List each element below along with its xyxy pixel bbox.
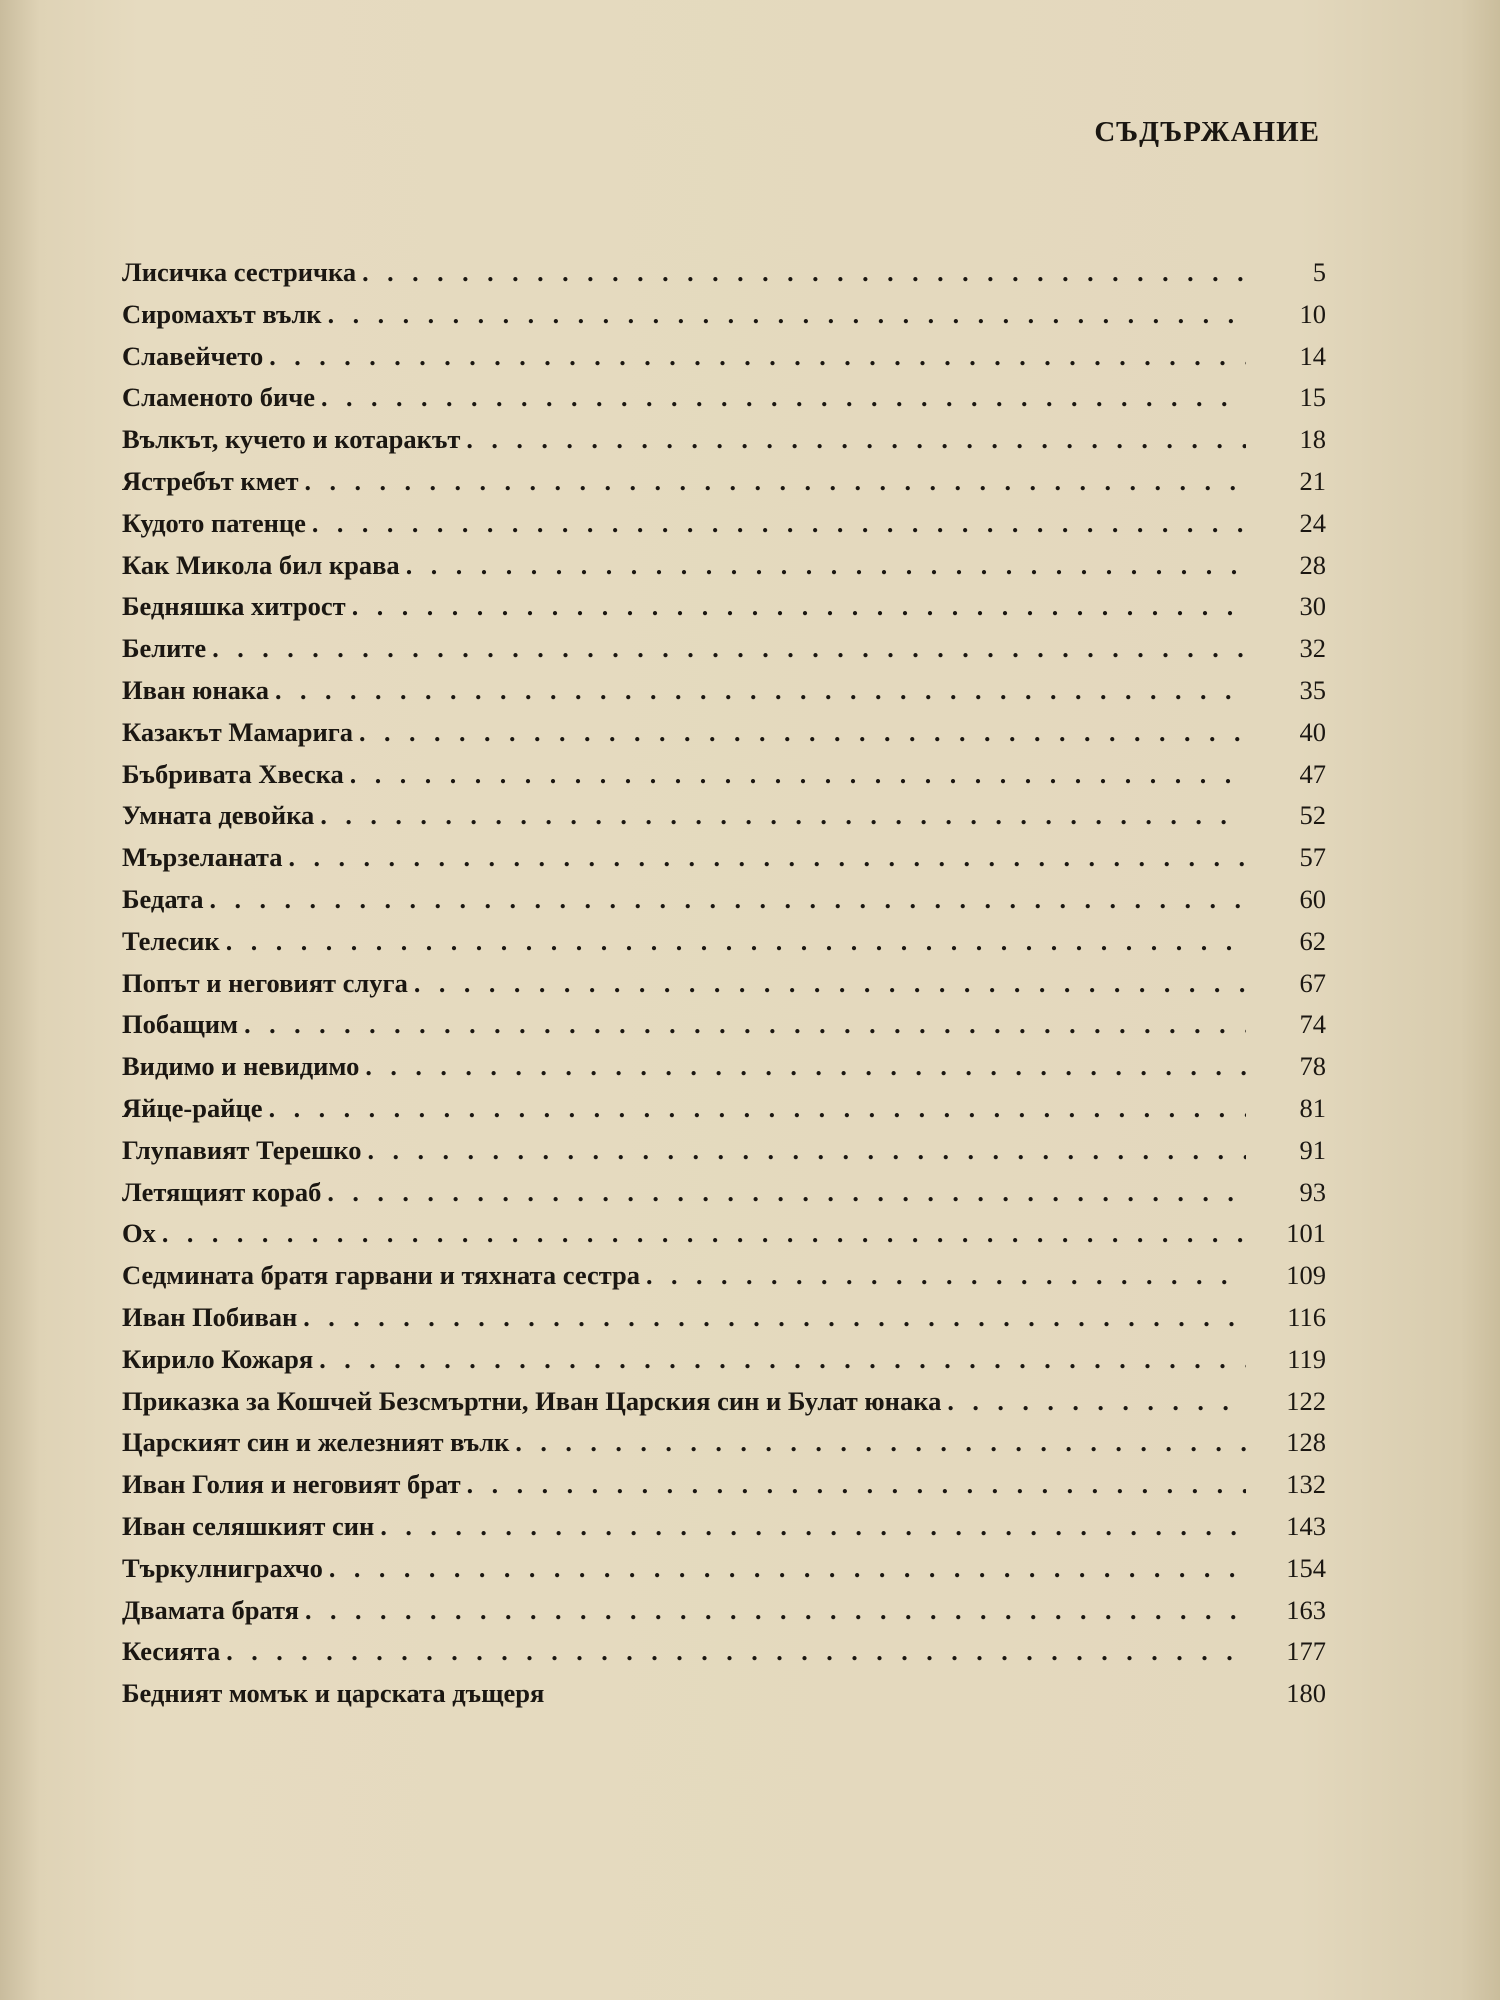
toc-entry-page-number: 28 xyxy=(1299,549,1326,580)
toc-entry xyxy=(122,503,1326,545)
toc-entry-title: Белите xyxy=(122,633,207,664)
dot-leader xyxy=(365,1046,1246,1088)
toc-entry-page-number: 14 xyxy=(1299,340,1326,371)
toc-entry-title: Сиромахът вълк xyxy=(122,298,322,329)
dot-leader xyxy=(329,1548,1246,1590)
toc-entry-page-number: 91 xyxy=(1299,1134,1326,1165)
page-title: СЪДЪРЖАНИЕ xyxy=(1094,116,1320,148)
toc-entry-page-number: 52 xyxy=(1299,800,1326,831)
toc-entry xyxy=(122,1004,1326,1046)
toc-entry-title: Лисичка сестричка xyxy=(122,257,357,287)
toc-entry-page-number: 119 xyxy=(1287,1343,1326,1374)
toc-entry-title: Двамата братя xyxy=(122,1594,299,1625)
toc-entry xyxy=(122,294,1326,336)
dot-leader xyxy=(226,921,1246,963)
toc-entry xyxy=(122,545,1326,587)
toc-entry-page-number: 101 xyxy=(1286,1218,1326,1249)
toc-entry-page-number: 60 xyxy=(1299,883,1326,914)
toc-entry xyxy=(122,921,1326,963)
toc-entry xyxy=(122,1213,1326,1255)
toc-entry-page-number: 122 xyxy=(1286,1385,1326,1416)
toc-entry xyxy=(122,586,1326,628)
toc-entry-title: Яйце-райце xyxy=(122,1092,263,1123)
toc-entry xyxy=(122,1339,1326,1381)
toc-entry-title: Как Микола бил крава xyxy=(122,549,400,580)
dot-leader xyxy=(321,377,1246,419)
toc-entry xyxy=(122,670,1326,712)
toc-entry xyxy=(122,712,1326,754)
dot-leader xyxy=(406,545,1246,587)
toc-entry-page-number: 18 xyxy=(1299,424,1326,455)
toc-entry xyxy=(122,1130,1326,1172)
toc-entry-page-number: 177 xyxy=(1286,1636,1326,1667)
toc-entry-title: Мързеланата xyxy=(122,842,283,873)
dot-leader xyxy=(328,294,1246,336)
toc-entry xyxy=(122,1255,1326,1297)
toc-entry xyxy=(122,461,1326,503)
dot-leader xyxy=(320,795,1246,837)
toc-entry xyxy=(122,252,1326,294)
dot-leader xyxy=(327,1172,1246,1214)
toc-entry-page-number: 15 xyxy=(1299,382,1326,413)
toc-entry xyxy=(122,1088,1326,1130)
toc-entry xyxy=(122,1506,1326,1548)
dot-leader xyxy=(350,754,1246,796)
toc-entry-page-number: 143 xyxy=(1286,1510,1326,1541)
toc-entry xyxy=(122,1464,1326,1506)
toc-entry-page-number: 62 xyxy=(1299,925,1326,956)
dot-leader xyxy=(244,1004,1246,1046)
toc-entry-page-number: 128 xyxy=(1286,1427,1326,1458)
toc-entry-title: Бедняшка хитрост xyxy=(122,591,346,622)
toc-entry-page-number: 109 xyxy=(1286,1260,1326,1291)
toc-entry xyxy=(122,377,1326,419)
toc-entry-title: Телесик xyxy=(122,925,220,956)
toc-entry-page-number: 40 xyxy=(1299,716,1326,747)
dot-leader xyxy=(162,1213,1246,1255)
toc-entry-page-number: 30 xyxy=(1299,591,1326,622)
toc-entry-title: Иван селяшкият син xyxy=(122,1510,375,1541)
toc-entry-title: Летящият кораб xyxy=(122,1176,322,1207)
dot-leader xyxy=(305,1590,1246,1632)
toc-entry-title: Кудото патенце xyxy=(122,507,306,538)
toc-entry-page-number: 35 xyxy=(1299,674,1326,705)
dot-leader xyxy=(368,1130,1246,1172)
toc-entry xyxy=(122,1631,1326,1673)
toc-entry-title: Умната девойка xyxy=(122,800,315,831)
toc-entry-page-number: 81 xyxy=(1299,1092,1326,1123)
dot-leader xyxy=(359,712,1246,754)
toc-entry-title: Глупавият Терешко xyxy=(122,1134,362,1165)
toc-entry-page-number: 74 xyxy=(1299,1009,1326,1040)
toc-entry-title: Славейчето xyxy=(122,340,264,371)
toc-entry-title: Ох xyxy=(122,1218,156,1249)
dot-leader xyxy=(303,1297,1246,1339)
toc-entry-title: Седмината братя гарвани и тяхната сестра xyxy=(122,1260,641,1291)
toc-entry-title: Бедният момък и царската дъщеря xyxy=(122,1678,545,1709)
toc-entry xyxy=(122,754,1326,796)
toc-entry-page-number: 163 xyxy=(1286,1594,1326,1625)
toc-entry-page-number: 24 xyxy=(1299,507,1326,538)
toc-entry xyxy=(122,419,1326,461)
toc-entry-page-number: 93 xyxy=(1299,1176,1326,1207)
toc-entry-page-number: 78 xyxy=(1299,1051,1326,1082)
toc-entry-title: Вълкът, кучето и котаракът xyxy=(122,424,461,455)
toc-entry xyxy=(122,837,1326,879)
dot-leader xyxy=(414,963,1246,1005)
toc-entry xyxy=(122,795,1326,837)
toc-entry xyxy=(122,1046,1326,1088)
toc-entry-title: Иван юнака xyxy=(122,674,269,705)
toc-entry xyxy=(122,1297,1326,1339)
dot-leader xyxy=(947,1381,1246,1423)
dot-leader xyxy=(466,419,1246,461)
toc-entry-page-number: 47 xyxy=(1299,758,1326,789)
dot-leader xyxy=(212,628,1246,670)
toc-entry-page-number: 116 xyxy=(1287,1301,1326,1332)
dot-leader xyxy=(288,837,1246,879)
dot-leader xyxy=(275,670,1246,712)
toc-entry-page-number: 154 xyxy=(1286,1552,1326,1583)
dot-leader xyxy=(226,1631,1246,1673)
dot-leader xyxy=(319,1339,1246,1381)
toc-entry-title: Бъбривата Хвеска xyxy=(122,758,344,789)
dot-leader xyxy=(352,586,1246,628)
toc-entry xyxy=(122,1381,1326,1423)
dot-leader xyxy=(362,252,1246,294)
dot-leader xyxy=(515,1422,1246,1464)
toc-entry-title: Приказка за Кошчей Безсмъртни, Иван Царския син и Булат юнака xyxy=(122,1385,942,1416)
toc-entry-title: Иван Побиван xyxy=(122,1301,298,1332)
toc-entry-title: Кесията xyxy=(122,1636,221,1667)
toc-entry xyxy=(122,1548,1326,1590)
toc-entry-title: Сламеното биче xyxy=(122,382,316,413)
dot-leader xyxy=(269,1088,1246,1130)
toc-entry-title: Побащим xyxy=(122,1009,239,1040)
toc-entry-page-number: 5 xyxy=(1312,257,1326,287)
dot-leader xyxy=(380,1506,1246,1548)
toc-entry-title: Иван Голия и неговият брат xyxy=(122,1469,461,1500)
toc-entry-page-number: 21 xyxy=(1299,465,1326,496)
dot-leader xyxy=(269,336,1246,378)
dot-leader xyxy=(312,503,1246,545)
toc-entry xyxy=(122,879,1326,921)
toc-entry xyxy=(122,963,1326,1005)
toc-entry xyxy=(122,1673,1326,1715)
toc-entry xyxy=(122,1590,1326,1632)
toc-entry-page-number: 10 xyxy=(1299,298,1326,329)
toc-entry xyxy=(122,1172,1326,1214)
toc-entry-title: Казакът Мамарига xyxy=(122,716,354,747)
toc-entry-title: Царският син и железният вълк xyxy=(122,1427,510,1458)
toc-entry-page-number: 180 xyxy=(1286,1678,1326,1709)
dot-leader xyxy=(210,879,1247,921)
toc-entry-page-number: 32 xyxy=(1299,633,1326,664)
toc-entry xyxy=(122,1422,1326,1464)
toc-entry-page-number: 67 xyxy=(1299,967,1326,998)
toc-entry-title: Видимо и невидимо xyxy=(122,1051,360,1082)
toc-entry xyxy=(122,628,1326,670)
toc-entry xyxy=(122,336,1326,378)
toc-entry-title: Кирило Кожаря xyxy=(122,1343,314,1374)
table-of-contents xyxy=(122,252,1326,1715)
toc-entry-title: Търкулниграхчо xyxy=(122,1552,323,1583)
toc-entry-title: Ястребът кмет xyxy=(122,465,299,496)
dot-leader xyxy=(305,461,1246,503)
toc-entry-title: Попът и неговият слуга xyxy=(122,967,408,998)
toc-entry-title: Бедата xyxy=(122,883,204,914)
toc-entry-page-number: 57 xyxy=(1299,842,1326,873)
dot-leader xyxy=(646,1255,1246,1297)
dot-leader xyxy=(467,1464,1246,1506)
toc-entry-page-number: 132 xyxy=(1286,1469,1326,1500)
